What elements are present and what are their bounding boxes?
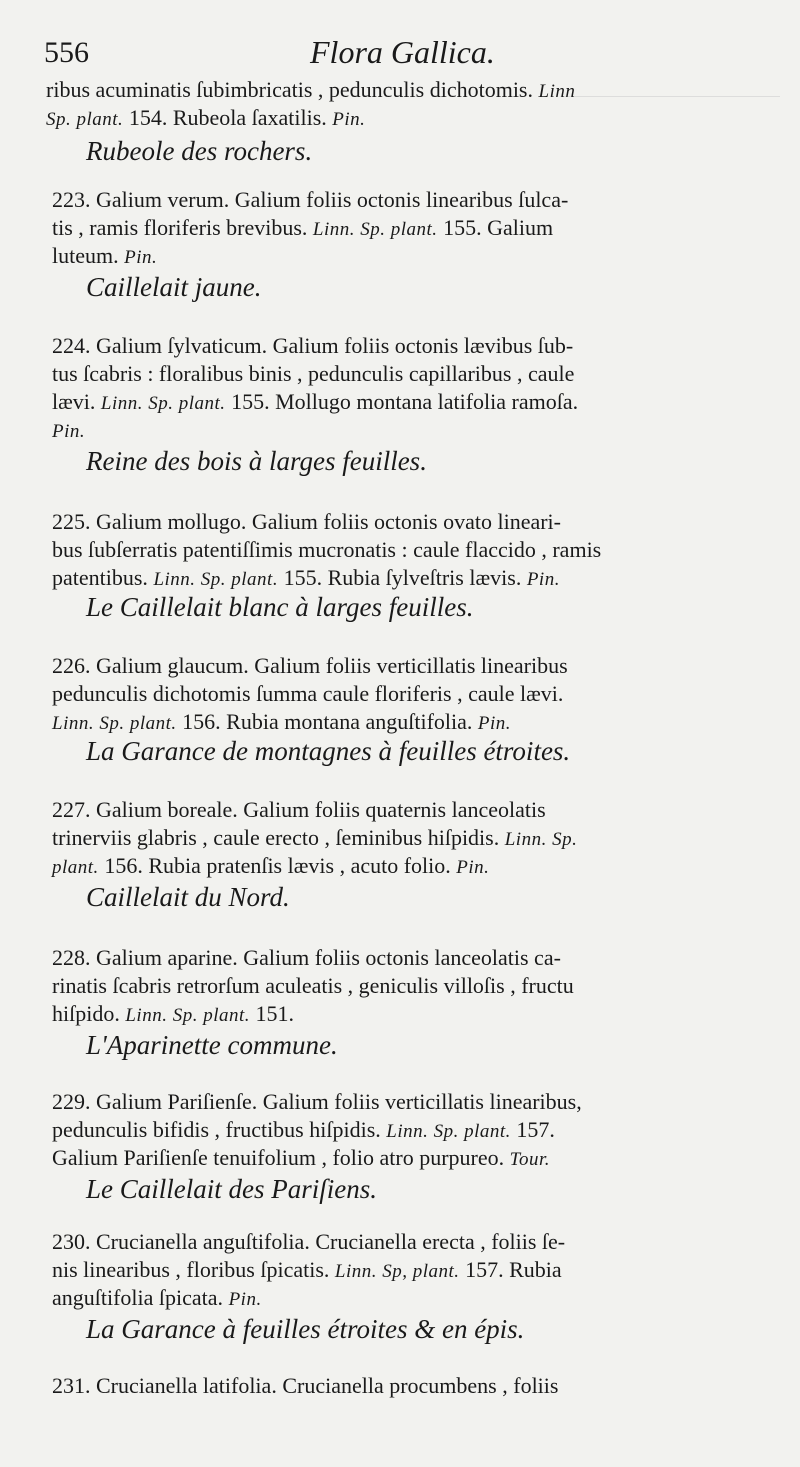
entry-227-line-2: trinerviis glabris , caule erecto , ſeminibus hiſpidis. Linn. Sp.: [52, 825, 578, 850]
entry-223-line-2: tis , ramis floriferis brevibus. Linn. Sp. plant. 155. Galium: [52, 215, 554, 240]
entry-224-line-1: 224. Galium ſylvaticum. Galium foliis octonis lævibus ſub-: [52, 333, 574, 358]
page-number: 556: [44, 36, 89, 69]
french-name: Rubeole des rochers.: [86, 136, 313, 166]
entry-225-line-1: 225. Galium mollugo. Galium foliis octonis ovato lineari-: [52, 509, 561, 534]
entry-227-line-3: plant. 156. Rubia pratenſis lævis , acuto folio. Pin.: [52, 853, 490, 878]
entry-229-line-2: pedunculis bifidis , fructibus hiſpidis. Linn. Sp. plant. 157.: [52, 1117, 555, 1142]
entry-225-line-3: patentibus. Linn. Sp. plant. 155. Rubia ſylveſtris lævis. Pin.: [52, 565, 560, 590]
french-name: Le Caillelait blanc à larges feuilles.: [86, 592, 474, 622]
entry-224-line-3: lævi. Linn. Sp. plant. 155. Mollugo montana latifolia ramoſa.: [52, 389, 579, 414]
entry-229-line-3: Galium Pariſienſe tenuifolium , folio atro purpureo. Tour.: [52, 1145, 550, 1170]
entry-230-line-1: 230. Crucianella anguſtifolia. Crucianella erecta , foliis ſe-: [52, 1229, 566, 1254]
entry-226-line-2: pedunculis dichotomis ſumma caule floriferis , caule lævi.: [52, 681, 564, 706]
entry-228-line-3: hiſpido. Linn. Sp. plant. 151.: [52, 1001, 294, 1026]
text-line: Sp. plant. 154. Rubeola ſaxatilis. Pin.: [46, 105, 366, 130]
entry-231-line-1: 231. Crucianella latifolia. Crucianella procumbens , foliis: [52, 1373, 559, 1398]
entry-230-line-3: anguſtifolia ſpicata. Pin.: [52, 1285, 262, 1310]
page-header: [40, 34, 780, 74]
entry-223-line-3: luteum. Pin.: [52, 243, 158, 268]
entry-227-line-1: 227. Galium boreale. Galium foliis quaternis lanceolatis: [52, 797, 546, 822]
running-title: Flora Gallica.: [310, 34, 495, 70]
entry-226-line-1: 226. Galium glaucum. Galium foliis verticillatis linearibus: [52, 653, 568, 678]
entry-228-line-2: rinatis ſcabris retrorſum aculeatis , geniculis villoſis , fructu: [52, 973, 574, 998]
entry-230-line-2: nis linearibus , floribus ſpicatis. Linn. Sp, plant. 157. Rubia: [52, 1257, 562, 1282]
french-name: La Garance de montagnes à feuilles étroites.: [86, 736, 571, 766]
entry-223-line-1: 223. Galium verum. Galium foliis octonis linearibus ſulca-: [52, 187, 569, 212]
entry-224-line-2: tus ſcabris : floralibus binis , pedunculis capillaribus , caule: [52, 361, 575, 386]
french-name: Caillelait jaune.: [86, 272, 262, 302]
entry-225-line-2: bus ſubſerratis patentiſſimis mucronatis : caule flaccido , ramis: [52, 537, 602, 562]
entry-226-line-3: Linn. Sp. plant. 156. Rubia montana anguſtifolia. Pin.: [52, 709, 512, 734]
text-line: ribus acuminatis ſubimbricatis , pedunculis dichotomis. Linn: [46, 77, 576, 102]
entry-224-line-4: Pin.: [52, 421, 86, 442]
french-name: Caillelait du Nord.: [86, 882, 290, 912]
french-name: L'Aparinette commune.: [86, 1030, 338, 1060]
french-name: Reine des bois à larges feuilles.: [86, 446, 427, 476]
french-name: La Garance à feuilles étroites & en épis.: [86, 1314, 525, 1344]
french-name: Le Caillelait des Pariſiens.: [86, 1174, 377, 1204]
entry-229-line-1: 229. Galium Pariſienſe. Galium foliis verticillatis linearibus,: [52, 1089, 582, 1114]
entry-228-line-1: 228. Galium aparine. Galium foliis octonis lanceolatis ca-: [52, 945, 561, 970]
